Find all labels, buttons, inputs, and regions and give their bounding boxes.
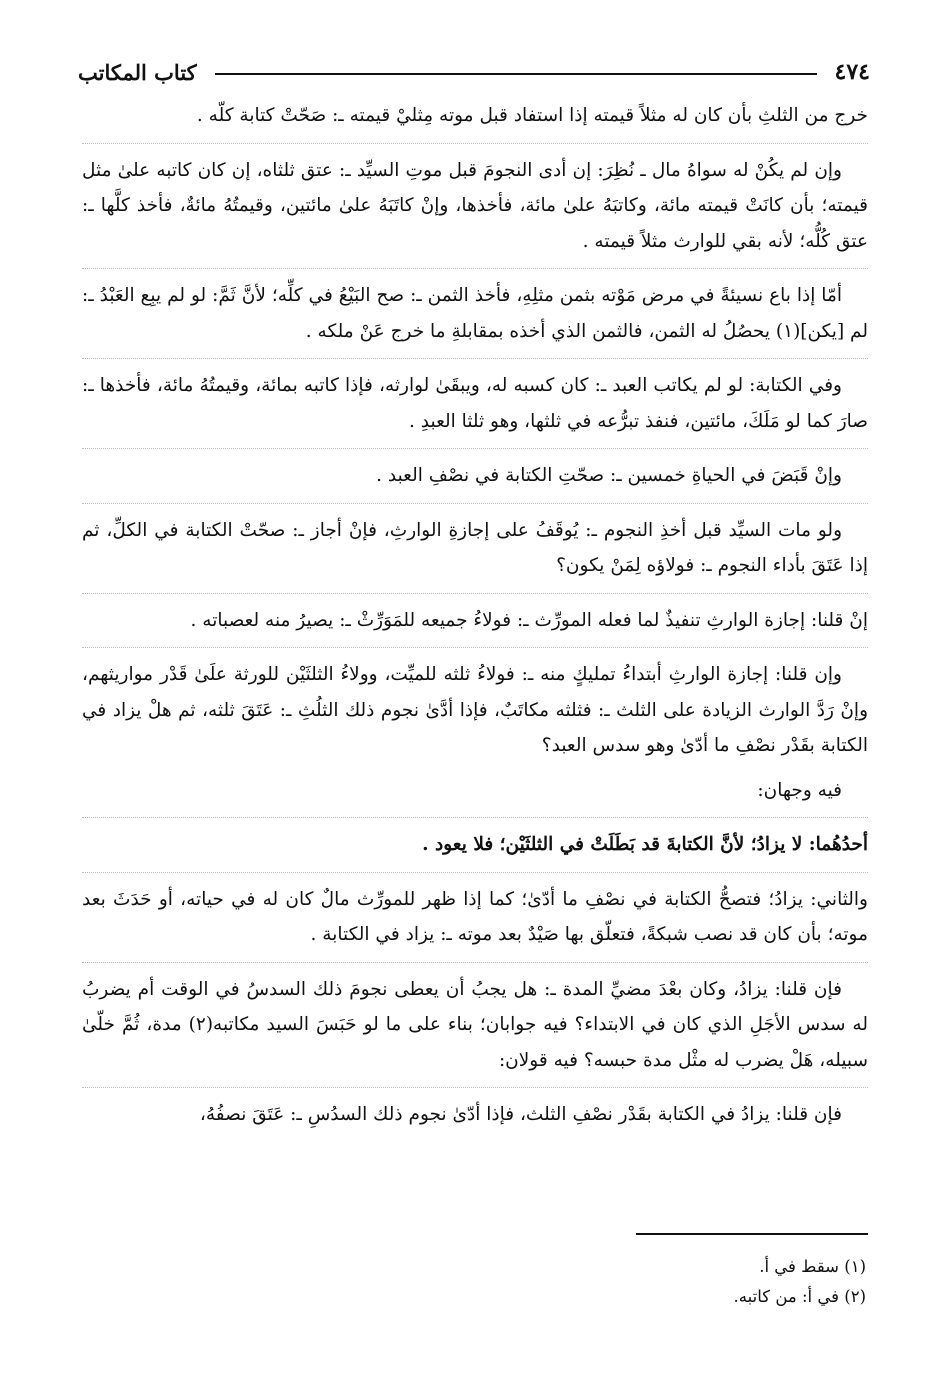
paragraph-7: إنْ قلنا: إجازة الوارثِ تنفيذٌ لما فعله المورِّث ـ: فولاءُ جميعه للمَوَرِّثْ ـ: يصيرُ منه لعصباته . [190, 609, 868, 631]
paragraph-separator [82, 143, 868, 145]
paragraph-separator [82, 503, 868, 505]
paragraph-separator [82, 1087, 868, 1089]
paragraph-12: فإن قلنا: يزادُ، وكان بعْدَ مضيِّ المدة ـ: هل يجبُ أن يعطى نجومَ ذلك السدسُ في الوقت أم يضربُ له سدس الأجَلِ الذي كان في الابتداء؟ فيه جوابان؛ بناء على ما لو حَبَسَ السيد مكاتبه(٢) مدة، ثُمَّ خلّىٰ سبيله، هَلْ يضرب له مثْل مدة حبسه؟ فيه قولان: [82, 978, 868, 1071]
paragraph-separator [82, 593, 868, 595]
paragraph-1: خرج من الثلثِ بأن كان له مثلاً قيمته إذا استفاد قبل موته مِثليْ قيمته ـ: صَحّتْ كتابة كلّه . [196, 105, 868, 126]
paragraph-4: وفي الكتابة: لو لم يكاتب العبد ـ: كان كسبه له، ويبقَىٰ لوارثه، فإذا كاتبه بمائة، وقيمتُهُ مائة، فأخذها ـ: صارَ كما لو مَلَكَ، مائتين، فنفذ تبرُّعه في ثلثها، وهو ثلثا العبدِ . [82, 375, 868, 432]
paragraph-separator [82, 268, 868, 270]
paragraph-2: وإن لم يكُنْ له سواهُ مال ـ نُظِرَ: إن أدى النجومَ قبل موتِ السيِّد ـ: عتق ثلثاه، إن كان كاتبه علىٰ مثل قيمته؛ بأن كانَتْ قيمته مائة، وكاتبَهُ علىٰ مائة، فأخذها، وإنْ كاتَبَهُ علىٰ مائتين، وقيمتُهُ مائةٌ، فأخذ كلَّها ـ: عتق كُلُّه؛ لأنه بقي للوارث مثلاً قيمته . [82, 159, 868, 252]
paragraph-5: وإنْ قَبَضَ في الحياةِ خمسين ـ: صحّتِ الكتابة في نصْفِ العبد . [376, 465, 842, 486]
page-header [78, 52, 870, 92]
page-number: ٤٧٤ [834, 59, 870, 85]
paragraph-13: فإن قلنا: يزادُ في الكتابة بقَدْر نصْفِ الثلث، فإذا أدّىٰ نجوم ذلك السدُسِ ـ: عَتَقَ نصفُهُ، [199, 1104, 842, 1125]
footnotes [82, 1252, 866, 1312]
paragraph-10: أحدُهُما: لا يزادُ؛ لأنَّ الكتابةَ قد بَطَلَتْ في الثلثَيْن؛ فلا يعود . [422, 834, 868, 855]
paragraph-8: وإن قلنا: إجازة الوارثِ أبتداءُ تمليكٍ منه ـ: فولاءُ ثلثه للميِّت، وولاءُ الثلثَيْن للورثة علَىٰ قَدْر مواريثهم، وإنْ رَدَّ الوارث الزيادة على الثلث ـ: فثلثه مكاتَبٌ، فإذا أدَّىٰ نجوم ذلك الثلُثِ ـ: عَتَقَ ثلثه، ثم هلْ يزاد في الكتابة بقَدْر نصْفِ ما أدّىٰ وهو سدس العبد؟ [82, 664, 868, 756]
paragraph-separator [82, 358, 868, 360]
paragraph-separator [82, 817, 868, 819]
footnote-1: (١) سقط في أ. [759, 1257, 866, 1276]
header-rule [215, 73, 817, 75]
paragraph-separator [82, 962, 868, 964]
paragraph-11: والثاني: يزادُ؛ فتصحُّ الكتابة في نصْفِ ما أدّىٰ؛ كما إذا ظهر للمورِّث مالٌ كان له في حياته، أو حَدَثَ بعد موته؛ بأن كان قد نصب شبكةً، فتعلّق بها صَيْدٌ بعد موته ـ: يزاد في الكتابة . [82, 888, 868, 945]
paragraph-6: ولو مات السيِّد قبل أخذِ النجوم ـ: يُوقَفُ على إجازةِ الوارثِ، فإنْ أجاز ـ: صحّتْ الكتابة في الكلِّ، ثم إذا عَتَقَ بأداء النجوم ـ: فولاؤه لِمَنْ يكون؟ [82, 519, 868, 576]
paragraph-3: أمّا إذا باع نسيئةً في مرض مَوْته بثمن مثلِهِ، فأخذ الثمن ـ: صح البَيْعُ في كلِّه؛ لأنَّ ثَمَّ: لو لم يبِع العَبْدُ ـ: لم [يكن](١) يحصُلُ له الثمن، فالثمن الذي أخذه بمقابلةِ ما خرج عَنْ ملكه . [82, 285, 868, 342]
paragraph-separator [82, 872, 868, 874]
paragraph-separator [82, 647, 868, 649]
paragraph-9: فيه وجهان: [757, 779, 842, 801]
paragraph-separator [82, 448, 868, 450]
footnote-rule [636, 1233, 868, 1235]
body-text [82, 98, 868, 1142]
footnote-2: (٢) في أ: من كاتبه. [733, 1287, 866, 1306]
running-title: كتاب المكاتب [78, 59, 197, 85]
